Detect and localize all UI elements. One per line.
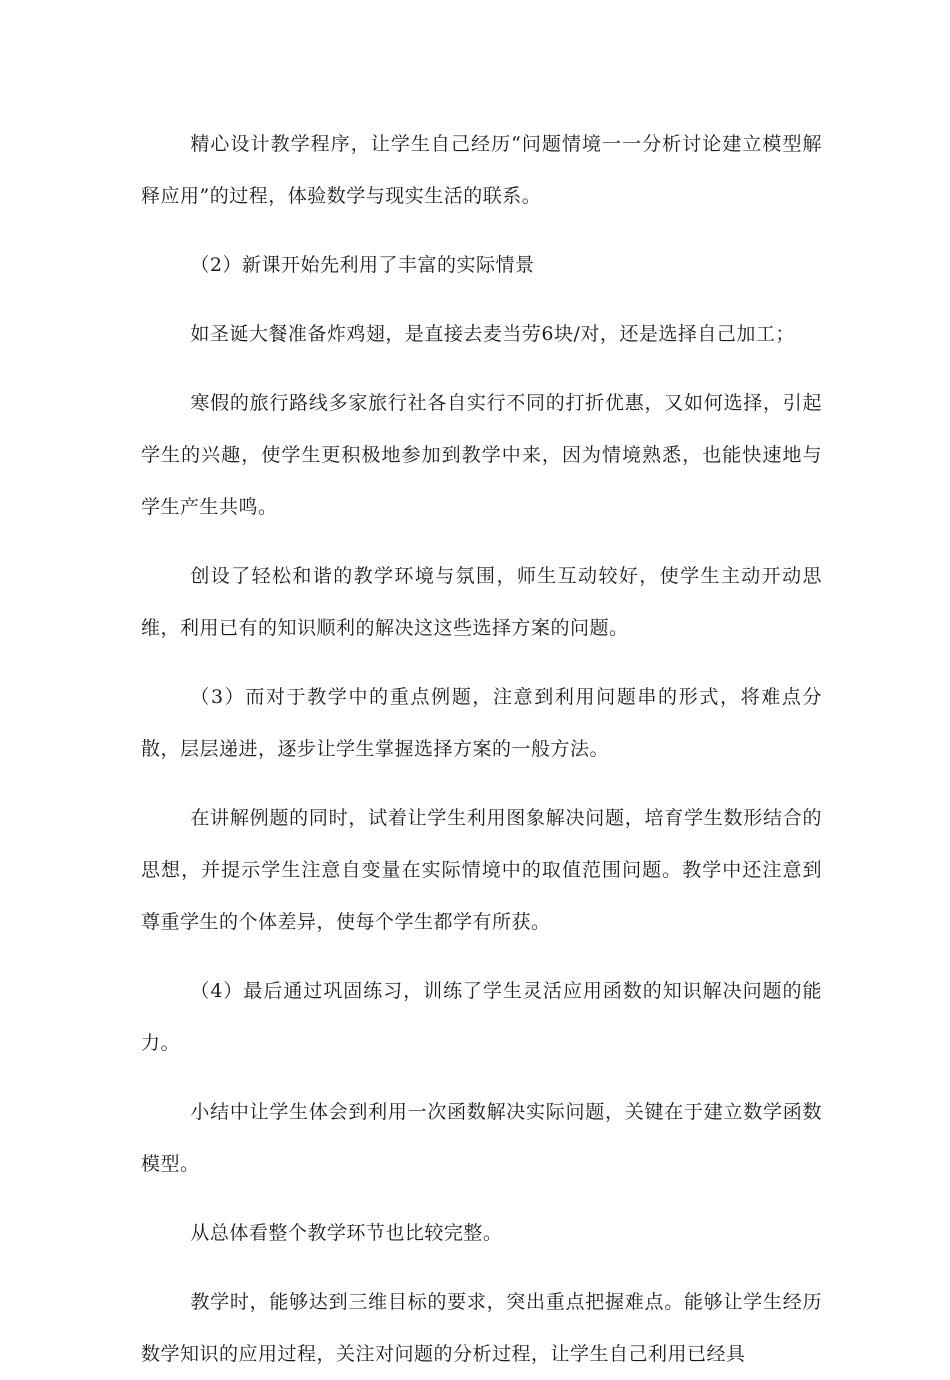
paragraph-6: （3）而对于教学中的重点例题，注意到利用问题串的形式，将难点分散，层层递进，逐步让学生掌握选择方案的一般方法。	[141, 686, 822, 760]
paragraph-7: 在讲解例题的同时，试着让学生利用图象解决问题，培育学生数形结合的思想，并提示学生注意自变量在实际情境中的取值范围问题。教学中还注意到尊重学生的个体差异，使每个学生都学有所获。	[141, 807, 822, 933]
paragraph-1: 精心设计教学程序，让学生自己经历“问题情境一一分析讨论建立模型解释应用”的过程，体验数学与现实生活的联系。	[141, 133, 822, 207]
paragraph-5: 创设了轻松和谐的教学环境与氛围，师生互动较好，使学生主动开动思维，利用已有的知识顺利的解决这这些选择方案的问题。	[141, 565, 822, 639]
paragraph-9: 小结中让学生体会到利用一次函数解决实际问题，关键在于建立数学函数模型。	[141, 1101, 822, 1175]
paragraph-2: （2）新课开始先利用了丰富的实际情景	[190, 254, 535, 276]
paragraph-8: （4）最后通过巩固练习，训练了学生灵活应用函数的知识解决问题的能力。	[141, 980, 822, 1054]
paragraph-4: 寒假的旅行路线多家旅行社各自实行不同的打折优惠，又如何选择，引起学生的兴趣，使学生更积极地参加到教学中来，因为情境熟悉，也能快速地与学生产生共鸣。	[141, 392, 822, 518]
paragraph-10: 从总体看整个教学环节也比较完整。	[190, 1222, 503, 1244]
paragraph-11: 教学时，能够达到三维目标的要求，突出重点把握难点。能够让学生经历数学知识的应用过程，关注对问题的分析过程，让学生自己利用已经具	[141, 1291, 822, 1365]
paragraph-3: 如圣诞大餐准备炸鸡翅，是直接去麦当劳6块/对，还是选择自己加工；	[190, 323, 795, 345]
